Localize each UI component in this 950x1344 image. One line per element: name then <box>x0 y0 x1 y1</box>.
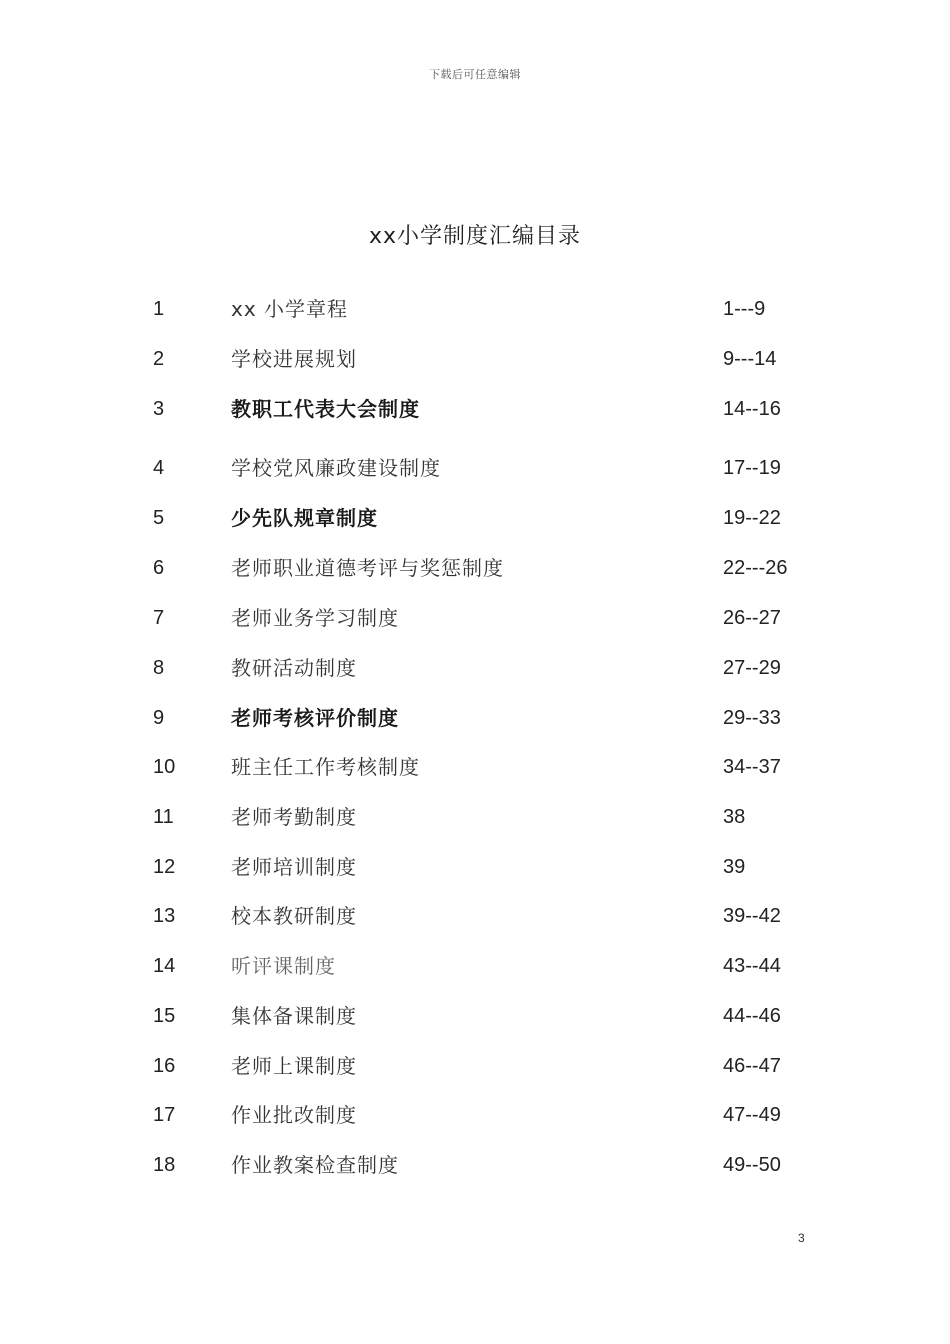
toc-row <box>0 951 950 981</box>
toc-title: 少先队规章制度 <box>231 506 378 530</box>
toc-pages: 22---26 <box>723 557 788 579</box>
toc-row <box>0 1100 950 1130</box>
toc-row <box>0 603 950 633</box>
toc-title: 老师上课制度 <box>231 1054 357 1078</box>
toc-pages: 34--37 <box>723 756 781 778</box>
toc-title: 老师考勤制度 <box>231 805 357 829</box>
toc-row <box>0 752 950 782</box>
toc-row <box>0 703 950 733</box>
toc-number: 11 <box>153 806 174 828</box>
toc-pages: 39--42 <box>723 905 781 927</box>
toc-title: 学校进展规划 <box>231 347 357 371</box>
toc-title: 教职工代表大会制度 <box>231 397 420 421</box>
header-note: 下载后可任意编辑 <box>429 68 521 81</box>
toc-title: 集体备课制度 <box>231 1004 357 1028</box>
toc-pages: 46--47 <box>723 1055 781 1077</box>
toc-number: 10 <box>153 756 176 778</box>
toc-number: 18 <box>153 1154 176 1176</box>
toc-pages: 39 <box>723 856 746 878</box>
toc-pages: 9---14 <box>723 348 777 370</box>
page-number: 3 <box>798 1231 805 1245</box>
toc-row <box>0 344 950 374</box>
toc-number: 9 <box>153 707 165 729</box>
toc-title: 老师业务学习制度 <box>231 606 399 630</box>
toc-number: 4 <box>153 457 165 479</box>
toc-row <box>0 1001 950 1031</box>
toc-pages: 17--19 <box>723 457 781 479</box>
toc-title: 老师职业道德考评与奖惩制度 <box>231 556 504 580</box>
toc-row <box>0 503 950 533</box>
toc-pages: 26--27 <box>723 607 781 629</box>
toc-number: 17 <box>153 1104 176 1126</box>
toc-row <box>0 553 950 583</box>
toc-number: 7 <box>153 607 165 629</box>
toc-pages: 19--22 <box>723 507 781 529</box>
toc-row <box>0 453 950 483</box>
toc-number: 1 <box>153 298 165 320</box>
toc-pages: 49--50 <box>723 1154 781 1176</box>
toc-number: 2 <box>153 348 165 370</box>
toc-pages: 43--44 <box>723 955 781 977</box>
toc-pages: 29--33 <box>723 707 781 729</box>
toc-pages: 38 <box>723 806 746 828</box>
toc-row <box>0 394 950 424</box>
toc-row <box>0 852 950 882</box>
toc-number: 15 <box>153 1005 176 1027</box>
toc-row <box>0 901 950 931</box>
toc-title: 教研活动制度 <box>231 656 357 680</box>
toc-pages: 47--49 <box>723 1104 781 1126</box>
toc-number: 12 <box>153 856 176 878</box>
toc-row <box>0 1051 950 1081</box>
toc-number: 14 <box>153 955 176 977</box>
toc-row <box>0 294 950 324</box>
toc-row <box>0 1150 950 1180</box>
toc-title: 学校党风廉政建设制度 <box>231 456 441 480</box>
toc-row <box>0 653 950 683</box>
toc-title: xx 小学章程 <box>231 297 349 321</box>
toc-row <box>0 802 950 832</box>
toc-pages: 44--46 <box>723 1005 781 1027</box>
toc-title: 老师培训制度 <box>231 855 357 879</box>
toc-title: 校本教研制度 <box>231 904 357 928</box>
toc-number: 16 <box>153 1055 176 1077</box>
toc-title: 作业教案检查制度 <box>231 1153 399 1177</box>
toc-title: 班主任工作考核制度 <box>231 755 420 779</box>
toc-number: 6 <box>153 557 165 579</box>
toc-title: 老师考核评价制度 <box>231 706 399 730</box>
toc-number: 5 <box>153 507 165 529</box>
toc-pages: 27--29 <box>723 657 781 679</box>
toc-pages: 1---9 <box>723 298 766 320</box>
toc-pages: 14--16 <box>723 398 781 420</box>
toc-title: 作业批改制度 <box>231 1103 357 1127</box>
toc-number: 13 <box>153 905 176 927</box>
toc-title: 听评课制度 <box>231 954 336 978</box>
toc-number: 3 <box>153 398 165 420</box>
document-title: xx小学制度汇编目录 <box>368 224 582 249</box>
toc-number: 8 <box>153 657 165 679</box>
